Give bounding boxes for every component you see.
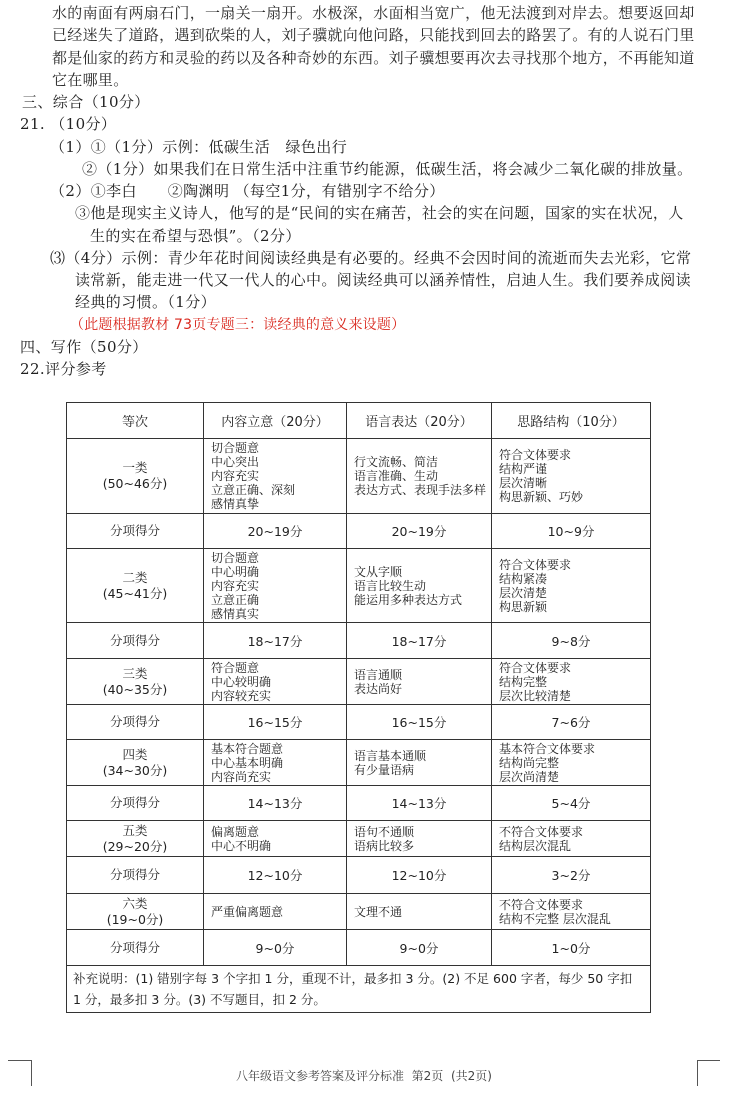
language-criteria — [347, 740, 492, 786]
grade-range: (19~0分) — [106, 911, 164, 927]
grade-row — [67, 439, 651, 514]
criterion: 切合题意 — [211, 550, 260, 565]
passage-line: 水的南面有两扇石门，一扇关一扇开。水极深，水面相当宽广，他无法渡到对岸去。想要返回却 — [52, 4, 695, 22]
question-number: 21. （10分） — [20, 115, 117, 133]
sub-score-label: 分项得分 — [67, 705, 204, 740]
criterion: 表达尚好 — [354, 681, 403, 696]
criterion: 结构紧凑 — [499, 571, 548, 586]
answer-line: ③他是现实主义诗人，他写的是“民间的实在痛苦，社会的实在问题，国家的实在状况，人 — [75, 204, 684, 222]
header-language: 语言表达（20分） — [347, 403, 492, 439]
criterion: 切合题意 — [211, 441, 260, 455]
grade-row — [67, 659, 651, 705]
header-content: 内容立意（20分） — [204, 403, 347, 439]
criterion: 严重偏离题意 — [211, 904, 284, 919]
content-criteria — [204, 659, 347, 705]
structure-score: 10~9分 — [492, 514, 651, 549]
grade-name: 二类 — [122, 569, 148, 585]
grade-range: (29~20分) — [102, 838, 168, 854]
criterion: 语言通顺 — [354, 667, 403, 682]
grade-cell — [67, 439, 204, 514]
structure-score: 9~8分 — [492, 623, 651, 659]
content-criteria — [204, 439, 347, 514]
criterion: 符合文体要求 — [499, 557, 572, 572]
language-score: 9~0分 — [347, 930, 492, 966]
structure-criteria — [492, 659, 651, 705]
question-number: 22.评分参考 — [20, 360, 107, 378]
structure-score: 7~6分 — [492, 705, 651, 740]
criterion: 语言准确、生动 — [354, 469, 439, 483]
sub-score-row — [67, 514, 651, 549]
sub-score-row — [67, 930, 651, 966]
grade-name: 一类 — [122, 460, 148, 475]
crop-mark — [697, 1060, 698, 1086]
crop-mark — [8, 1060, 31, 1061]
grade-row — [67, 821, 651, 857]
language-criteria — [347, 894, 492, 930]
passage-line: 它在哪里。 — [52, 71, 129, 89]
sub-score-label: 分项得分 — [67, 514, 204, 549]
criterion: 结构层次混乱 — [499, 838, 572, 853]
grade-name: 三类 — [122, 665, 148, 681]
criterion: 层次清晰 — [499, 476, 548, 490]
section-heading: 四、写作（50分） — [20, 338, 148, 356]
grade-row — [67, 894, 651, 930]
criterion: 结构不完整 层次混乱 — [499, 911, 611, 926]
criterion: 内容尚充实 — [211, 769, 272, 784]
header-grade: 等次 — [67, 403, 204, 439]
answer-line: （1）①（1分）示例：低碳生活 绿色出行 — [50, 138, 348, 156]
criterion: 文理不通 — [354, 904, 403, 919]
grade-cell — [67, 740, 204, 786]
crop-mark — [697, 1060, 720, 1061]
language-criteria — [347, 549, 492, 623]
structure-criteria — [492, 894, 651, 930]
sub-score-label: 分项得分 — [67, 786, 204, 821]
scoring-rubric-table — [66, 402, 651, 1013]
content-score: 18~17分 — [204, 623, 347, 659]
criterion: 感情真挚 — [211, 497, 260, 511]
answer-line: 经典的习惯。（1分） — [75, 293, 217, 311]
supplement-row — [67, 966, 651, 1013]
structure-criteria — [492, 549, 651, 623]
answer-line: 读常新，能走进一代又一代人的心中。阅读经典可以涵养情性，启迪人生。我们要养成阅读 — [75, 271, 692, 289]
language-criteria — [347, 659, 492, 705]
content-criteria — [204, 740, 347, 786]
criterion: 中心较明确 — [211, 674, 272, 689]
criterion: 内容较充实 — [211, 688, 272, 703]
grade-name: 四类 — [122, 746, 148, 762]
sub-score-row — [67, 705, 651, 740]
criterion: 不符合文体要求 — [499, 824, 584, 839]
answer-line: 生的实在希望与恐惧”。（2分） — [90, 227, 301, 245]
language-criteria — [347, 439, 492, 514]
sub-score-row — [67, 786, 651, 821]
criterion: 立意正确 — [211, 592, 260, 607]
grade-cell — [67, 549, 204, 623]
criterion: 表达方式、表现手法多样 — [354, 483, 487, 497]
criterion: 层次比较清楚 — [499, 688, 572, 703]
content-score: 12~10分 — [204, 857, 347, 894]
criterion: 内容充实 — [211, 578, 260, 593]
grade-row — [67, 549, 651, 623]
criterion: 语言基本通顺 — [354, 748, 427, 763]
criterion: 行文流畅、简洁 — [354, 455, 439, 469]
page-footer: 八年级语文参考答案及评分标准 第2页 (共2页) — [236, 1069, 492, 1083]
criterion: 基本符合文体要求 — [499, 741, 596, 756]
language-score: 16~15分 — [347, 705, 492, 740]
content-criteria — [204, 821, 347, 857]
criterion: 符合题意 — [211, 660, 260, 675]
passage-line: 都是仙家的药方和灵验的药以及各种奇妙的东西。刘子骥想要再次去寻找那个地方，不再能知道 — [52, 49, 695, 67]
answer-line: ②（1分）如果我们在日常生活中注重节约能源，低碳生活，将会减少二氧化碳的排放量。 — [82, 160, 693, 178]
structure-criteria — [492, 821, 651, 857]
sub-score-row — [67, 857, 651, 894]
criterion: 中心明确 — [211, 564, 260, 579]
criterion: 层次尚清楚 — [499, 769, 560, 784]
language-criteria — [347, 821, 492, 857]
criterion: 中心不明确 — [211, 838, 272, 853]
criterion: 文从字顺 — [354, 564, 403, 579]
structure-criteria — [492, 439, 651, 514]
sub-score-row — [67, 623, 651, 659]
criterion: 构思新颖 — [499, 599, 548, 614]
passage-line: 已经迷失了道路，遇到砍柴的人，刘子骥就向他问路，只能找到回去的路罢了。有的人说石门里 — [52, 26, 695, 44]
criterion: 层次清楚 — [499, 585, 548, 600]
sub-score-label: 分项得分 — [67, 623, 204, 659]
source-note: （此题根据教材 73页专题三：读经典的意义来设题） — [70, 317, 406, 333]
criterion: 结构尚完整 — [499, 755, 560, 770]
grade-row — [67, 740, 651, 786]
criterion: 结构完整 — [499, 674, 548, 689]
structure-criteria — [492, 740, 651, 786]
criterion: 结构严谨 — [499, 462, 548, 476]
content-score: 20~19分 — [204, 514, 347, 549]
structure-score: 5~4分 — [492, 786, 651, 821]
criterion: 中心基本明确 — [211, 755, 284, 770]
criterion: 内容充实 — [211, 469, 260, 483]
content-score: 14~13分 — [204, 786, 347, 821]
grade-cell — [67, 659, 204, 705]
grade-range: (34~30分) — [102, 762, 168, 778]
criterion: 符合文体要求 — [499, 660, 572, 675]
grade-name: 五类 — [122, 822, 148, 838]
criterion: 语病比较多 — [354, 838, 415, 853]
structure-score: 1~0分 — [492, 930, 651, 966]
criterion: 基本符合题意 — [211, 741, 284, 756]
language-score: 20~19分 — [347, 514, 492, 549]
grade-name: 六类 — [122, 895, 148, 911]
content-criteria — [204, 894, 347, 930]
criterion: 有少量语病 — [354, 762, 415, 777]
criterion: 语言比较生动 — [354, 578, 427, 593]
content-criteria — [204, 549, 347, 623]
criterion: 感情真实 — [211, 606, 260, 621]
structure-score: 3~2分 — [492, 857, 651, 894]
sub-score-label: 分项得分 — [67, 930, 204, 966]
grade-range: (50~46分) — [102, 476, 168, 491]
grade-range: (45~41分) — [102, 585, 168, 601]
language-score: 14~13分 — [347, 786, 492, 821]
criterion: 语句不通顺 — [354, 824, 415, 839]
sub-score-label: 分项得分 — [67, 857, 204, 894]
supplement-note: 补充说明：(1) 错别字每 3 个字扣 1 分，重现不计，最多扣 3 分。(2) 不足 600 字者，每少 50 字扣 1 分，最多扣 3 分。(3) 不写题目，扣 2 分。 — [67, 966, 651, 1013]
criterion: 能运用多种表达方式 — [354, 592, 463, 607]
criterion: 符合文体要求 — [499, 448, 572, 462]
grade-cell — [67, 894, 204, 930]
answer-line: （2）①李白 ②陶渊明 （每空1分，有错别字不给分） — [50, 182, 445, 200]
criterion: 构思新颖、巧妙 — [499, 490, 584, 504]
content-score: 9~0分 — [204, 930, 347, 966]
criterion: 不符合文体要求 — [499, 897, 584, 912]
language-score: 12~10分 — [347, 857, 492, 894]
criterion: 立意正确、深刻 — [211, 483, 296, 497]
section-heading: 三、综合（10分） — [22, 93, 150, 111]
crop-mark — [31, 1060, 32, 1086]
criterion: 中心突出 — [211, 455, 260, 469]
content-score: 16~15分 — [204, 705, 347, 740]
grade-range: (40~35分) — [102, 681, 168, 697]
grade-cell — [67, 821, 204, 857]
rubric-header-row — [67, 403, 651, 439]
answer-line: ⑶（4分）示例：青少年花时间阅读经典是有必要的。经典不会因时间的流逝而失去光彩，它常 — [50, 249, 692, 267]
language-score: 18~17分 — [347, 623, 492, 659]
criterion: 偏离题意 — [211, 824, 260, 839]
header-structure: 思路结构（10分） — [492, 403, 651, 439]
